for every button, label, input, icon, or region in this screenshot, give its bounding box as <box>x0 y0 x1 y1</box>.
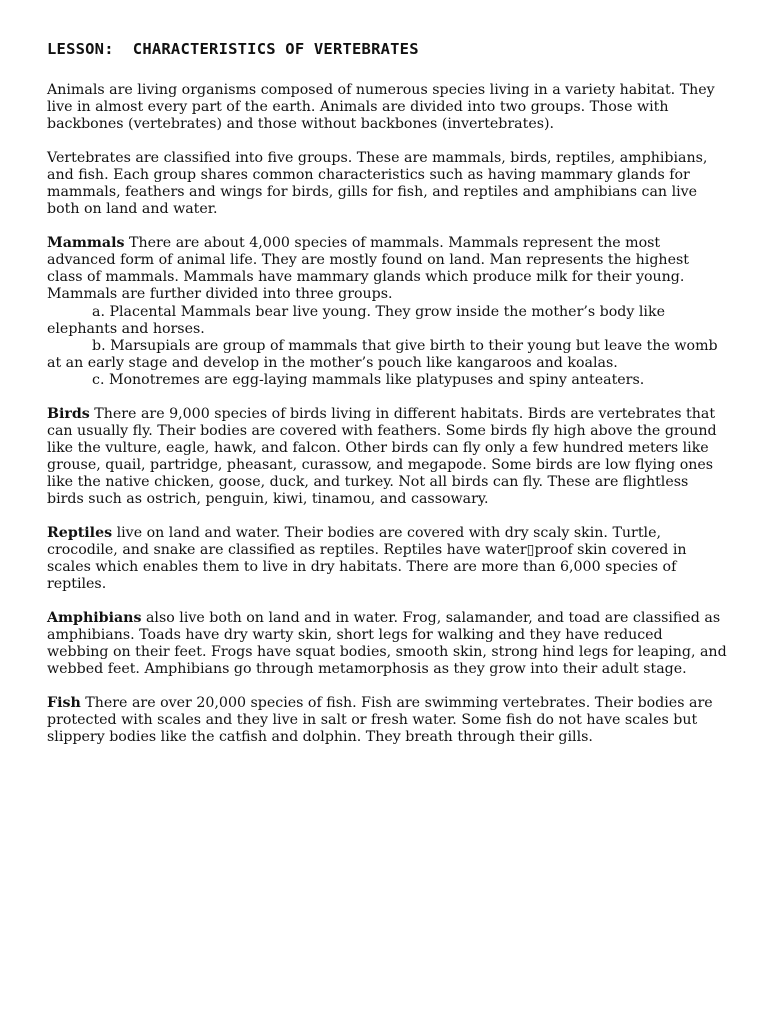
fish-paragraph <box>47 695 727 746</box>
birds-text: There are 9,000 species of birds living in different habitats. Birds are vertebrates that can usually fly. Their bodies are covered with feathers. Some birds fly high above the ground like the vulture, eagle, hawk, and falcon. Other birds can fly only a few hundred meters like grouse, quail, partridge, pheasant, curassow, and megapode. Some birds are low flying ones like the native chicken, goose, duck, and turkey. Not all birds can fly. These are flightless birds such as ostrich, penguin, kiwi, tinamou, and cassowary. <box>47 406 717 507</box>
document-page <box>47 40 727 763</box>
fish-text: There are over 20,000 species of fish. Fish are swimming vertebrates. Their bodies are protected with scales and they live in salt or fresh water. Some fish do not have scales but slippery bodies like the catfish and dolphin. They breath through their gills. <box>47 695 713 745</box>
reptiles-text: live on land and water. Their bodies are covered with dry scaly skin. Turtle, crocodile, and snake are classified as reptiles. Reptiles have water▯proof skin covered in scales which enables them to live in dry habitats. There are more than 6,000 species of reptiles. <box>47 525 687 592</box>
mammals-heading: Mammals <box>47 235 125 251</box>
fish-heading: Fish <box>47 695 81 711</box>
birds-heading: Birds <box>47 406 90 422</box>
intro-paragraph-2: Vertebrates are classified into five groups. These are mammals, birds, reptiles, amphibians, and fish. Each group shares common characteristics such as having mammary glands for mammals, feathers and wings for birds, gills for fish, and reptiles and amphibians can live both on land and water. <box>47 150 708 217</box>
list-item-placental: a. Placental Mammals bear live young. They grow inside the mother’s body like elephants and horses. <box>47 304 665 337</box>
list-item-monotremes: c. Monotremes are egg-laying mammals like platypuses and spiny anteaters. <box>92 372 645 388</box>
intro-paragraph-1: Animals are living organisms composed of numerous species living in a variety habitat. They live in almost every part of the earth. Animals are divided into two groups. Those with backbones (vertebrates) and those without backbones (invertebrates). <box>47 82 715 132</box>
birds-paragraph <box>47 406 727 508</box>
reptiles-paragraph <box>47 525 727 593</box>
amphibians-paragraph <box>47 610 727 678</box>
amphibians-text: also live both on land and in water. Frog, salamander, and toad are classified as amphibians. Toads have dry warty skin, short legs for walking and they have reduced webbing on their feet. Frogs have squat bodies, smooth skin, strong hind legs for leaping, and webbed feet. Amphibians go through metamorphosis as they grow into their adult stage. <box>47 610 727 677</box>
mammal-groups-list <box>47 304 727 389</box>
lesson-title: LESSON: CHARACTERISTICS OF VERTEBRATES <box>47 40 419 58</box>
mammals-text: There are about 4,000 species of mammals. Mammals represent the most advanced form of animal life. They are mostly found on land. Man represents the highest class of mammals. Mammals have mammary glands which produce milk for their young. Mammals are further divided into three groups. <box>47 235 689 302</box>
mammals-paragraph <box>47 235 727 303</box>
list-item-marsupials: b. Marsupials are group of mammals that give birth to their young but leave the womb at an early stage and develop in the mother’s pouch like kangaroos and koalas. <box>47 338 718 371</box>
amphibians-heading: Amphibians <box>47 610 142 626</box>
reptiles-heading: Reptiles <box>47 525 113 541</box>
